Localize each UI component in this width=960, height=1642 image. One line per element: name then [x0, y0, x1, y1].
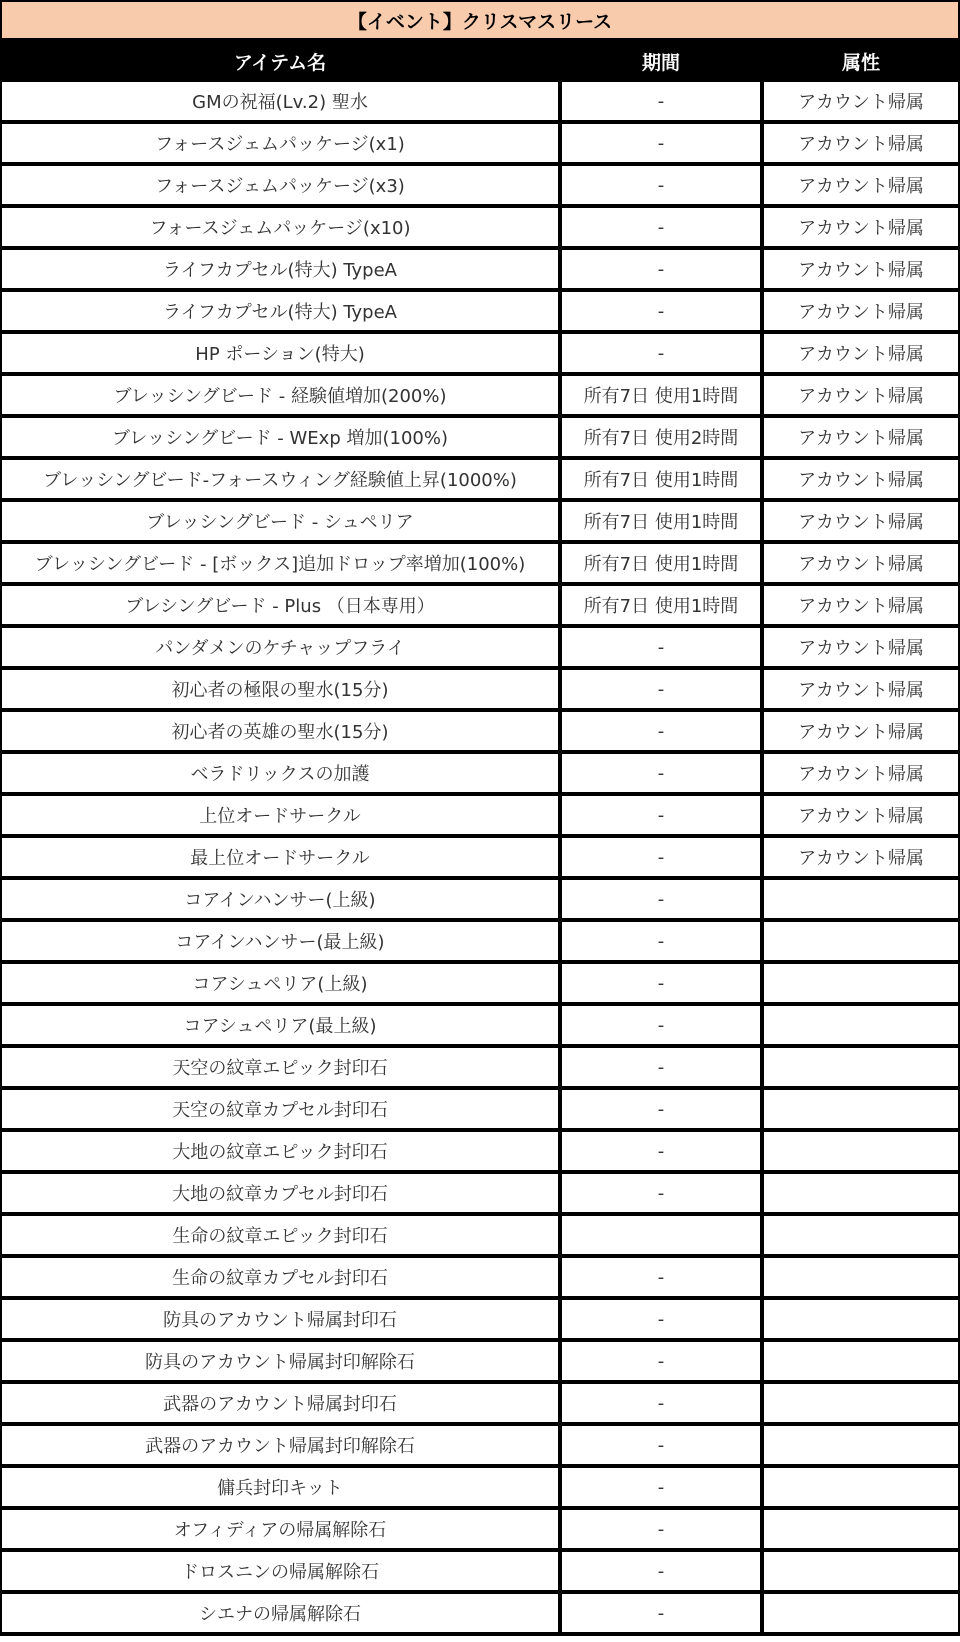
attribute-cell: [764, 1048, 958, 1086]
period-cell: -: [562, 1006, 760, 1044]
period-cell: -: [562, 1342, 760, 1380]
attribute-cell: アカウント帰属: [764, 208, 958, 246]
table-row: [0, 124, 960, 166]
period-cell: -: [562, 208, 760, 246]
item-name-cell: シエナの帰属解除石: [2, 1594, 558, 1632]
item-name-cell: 天空の紋章カプセル封印石: [2, 1090, 558, 1128]
table-row: [0, 838, 960, 880]
attribute-cell: [764, 1216, 958, 1254]
table-row: [0, 586, 960, 628]
period-cell: -: [562, 1552, 760, 1590]
table-row: [0, 1426, 960, 1468]
item-name-cell: ブレッシングビード - 経験値増加(200%): [2, 376, 558, 414]
table-row: [0, 1594, 960, 1636]
period-cell: -: [562, 250, 760, 288]
attribute-cell: [764, 1594, 958, 1632]
attribute-cell: [764, 1132, 958, 1170]
period-cell: [562, 1216, 760, 1254]
item-name-cell: ドロスニンの帰属解除石: [2, 1552, 558, 1590]
table-row: [0, 1174, 960, 1216]
attribute-cell: アカウント帰属: [764, 250, 958, 288]
item-name-cell: 天空の紋章エピック封印石: [2, 1048, 558, 1086]
item-name-cell: コアシュペリア(最上級): [2, 1006, 558, 1044]
table-row: [0, 1552, 960, 1594]
period-cell: -: [562, 670, 760, 708]
attribute-cell: [764, 1468, 958, 1506]
item-name-cell: HP ポーション(特大): [2, 334, 558, 372]
item-name-cell: 大地の紋章エピック封印石: [2, 1132, 558, 1170]
period-cell: -: [562, 1426, 760, 1464]
item-name-cell: フォースジェムパッケージ(x1): [2, 124, 558, 162]
header-attribute: 属性: [841, 51, 880, 74]
table-row: [0, 628, 960, 670]
table-row: [0, 964, 960, 1006]
period-cell: -: [562, 754, 760, 792]
attribute-cell: [764, 922, 958, 960]
period-cell: -: [562, 1090, 760, 1128]
table-row: [0, 334, 960, 376]
period-cell: -: [562, 334, 760, 372]
period-cell: -: [562, 1258, 760, 1296]
attribute-cell: [764, 1174, 958, 1212]
item-name-cell: 傭兵封印キット: [2, 1468, 558, 1506]
attribute-cell: [764, 1426, 958, 1464]
table-row: [0, 460, 960, 502]
attribute-cell: [764, 964, 958, 1002]
item-name-cell: コアインハンサー(上級): [2, 880, 558, 918]
table-row: [0, 922, 960, 964]
attribute-cell: アカウント帰属: [764, 796, 958, 834]
period-cell: 所有7日 使用1時間: [562, 460, 760, 498]
period-cell: -: [562, 1384, 760, 1422]
table-row: [0, 1048, 960, 1090]
table-row: [0, 796, 960, 838]
attribute-cell: アカウント帰属: [764, 586, 958, 624]
attribute-cell: アカウント帰属: [764, 124, 958, 162]
item-name-cell: パンダメンのケチャップフライ: [2, 628, 558, 666]
period-cell: 所有7日 使用1時間: [562, 544, 760, 582]
period-cell: -: [562, 628, 760, 666]
table-row: [0, 1510, 960, 1552]
period-cell: -: [562, 166, 760, 204]
attribute-cell: アカウント帰属: [764, 418, 958, 456]
period-cell: -: [562, 880, 760, 918]
attribute-cell: [764, 1090, 958, 1128]
period-cell: 所有7日 使用1時間: [562, 502, 760, 540]
period-cell: -: [562, 124, 760, 162]
attribute-cell: アカウント帰属: [764, 502, 958, 540]
table-row: [0, 1468, 960, 1510]
item-name-cell: ブレッシングビード - シュペリア: [2, 502, 558, 540]
item-name-cell: 生命の紋章エピック封印石: [2, 1216, 558, 1254]
table-row: [0, 1216, 960, 1258]
item-name-cell: 武器のアカウント帰属封印石: [2, 1384, 558, 1422]
table-row: [0, 1090, 960, 1132]
table-row: [0, 208, 960, 250]
table-row: [0, 754, 960, 796]
period-cell: -: [562, 82, 760, 120]
item-name-cell: 大地の紋章カプセル封印石: [2, 1174, 558, 1212]
attribute-cell: [764, 880, 958, 918]
item-name-cell: 初心者の英雄の聖水(15分): [2, 712, 558, 750]
attribute-cell: [764, 1342, 958, 1380]
item-name-cell: フォースジェムパッケージ(x10): [2, 208, 558, 246]
table-row: [0, 166, 960, 208]
table-row: [0, 1258, 960, 1300]
item-name-cell: 最上位オードサークル: [2, 838, 558, 876]
attribute-cell: アカウント帰属: [764, 166, 958, 204]
item-name-cell: ブレシングビード - Plus （日本専用）: [2, 586, 558, 624]
table-row: [0, 250, 960, 292]
table-row: [0, 82, 960, 124]
header-item-name: アイテム名: [233, 51, 327, 74]
item-name-cell: 初心者の極限の聖水(15分): [2, 670, 558, 708]
table-row: [0, 376, 960, 418]
item-name-cell: コアシュペリア(上級): [2, 964, 558, 1002]
attribute-cell: アカウント帰属: [764, 712, 958, 750]
attribute-cell: アカウント帰属: [764, 754, 958, 792]
table-row: [0, 712, 960, 754]
period-cell: -: [562, 1594, 760, 1632]
table-row: [0, 502, 960, 544]
period-cell: -: [562, 1300, 760, 1338]
attribute-cell: アカウント帰属: [764, 460, 958, 498]
item-name-cell: 防具のアカウント帰属封印石: [2, 1300, 558, 1338]
attribute-cell: [764, 1510, 958, 1548]
table-row: [0, 1300, 960, 1342]
attribute-cell: アカウント帰属: [764, 334, 958, 372]
period-cell: -: [562, 1468, 760, 1506]
period-cell: 所有7日 使用2時間: [562, 418, 760, 456]
period-cell: 所有7日 使用1時間: [562, 586, 760, 624]
item-name-cell: GMの祝福(Lv.2) 聖水: [2, 82, 558, 120]
period-cell: -: [562, 838, 760, 876]
attribute-cell: アカウント帰属: [764, 544, 958, 582]
attribute-cell: [764, 1006, 958, 1044]
period-cell: -: [562, 1132, 760, 1170]
item-name-cell: 生命の紋章カプセル封印石: [2, 1258, 558, 1296]
table-row: [0, 1006, 960, 1048]
item-name-cell: 上位オードサークル: [2, 796, 558, 834]
attribute-cell: [764, 1552, 958, 1590]
period-cell: -: [562, 292, 760, 330]
period-cell: -: [562, 1510, 760, 1548]
attribute-cell: アカウント帰属: [764, 838, 958, 876]
table-title: 【イベント】クリスマスリース: [0, 0, 960, 40]
item-name-cell: ブレッシングビード-フォースウィング経験値上昇(1000%): [2, 460, 558, 498]
attribute-cell: [764, 1300, 958, 1338]
attribute-cell: アカウント帰属: [764, 628, 958, 666]
attribute-cell: アカウント帰属: [764, 376, 958, 414]
attribute-cell: [764, 1258, 958, 1296]
attribute-cell: [764, 1384, 958, 1422]
table-body: [0, 82, 960, 1636]
period-cell: -: [562, 712, 760, 750]
item-name-cell: コアインハンサー(最上級): [2, 922, 558, 960]
table-row: [0, 880, 960, 922]
item-name-cell: ライフカプセル(特大) TypeA: [2, 250, 558, 288]
table-header-row: [0, 40, 960, 82]
item-name-cell: ライフカプセル(特大) TypeA: [2, 292, 558, 330]
period-cell: -: [562, 796, 760, 834]
item-name-cell: フォースジェムパッケージ(x3): [2, 166, 558, 204]
period-cell: 所有7日 使用1時間: [562, 376, 760, 414]
table-row: [0, 1132, 960, 1174]
period-cell: -: [562, 922, 760, 960]
table-row: [0, 670, 960, 712]
period-cell: -: [562, 1048, 760, 1086]
table-row: [0, 1384, 960, 1426]
attribute-cell: アカウント帰属: [764, 82, 958, 120]
attribute-cell: アカウント帰属: [764, 670, 958, 708]
header-period: 期間: [641, 51, 680, 74]
item-name-cell: 武器のアカウント帰属封印解除石: [2, 1426, 558, 1464]
item-name-cell: ブレッシングビード - [ボックス]追加ドロップ率増加(100%): [2, 544, 558, 582]
period-cell: -: [562, 964, 760, 1002]
table-row: [0, 544, 960, 586]
item-name-cell: オフィディアの帰属解除石: [2, 1510, 558, 1548]
attribute-cell: アカウント帰属: [764, 292, 958, 330]
item-name-cell: 防具のアカウント帰属封印解除石: [2, 1342, 558, 1380]
table-row: [0, 292, 960, 334]
item-name-cell: ベラドリックスの加護: [2, 754, 558, 792]
table-row: [0, 418, 960, 460]
period-cell: -: [562, 1174, 760, 1212]
table-row: [0, 1342, 960, 1384]
item-name-cell: ブレッシングビード - WExp 増加(100%): [2, 418, 558, 456]
